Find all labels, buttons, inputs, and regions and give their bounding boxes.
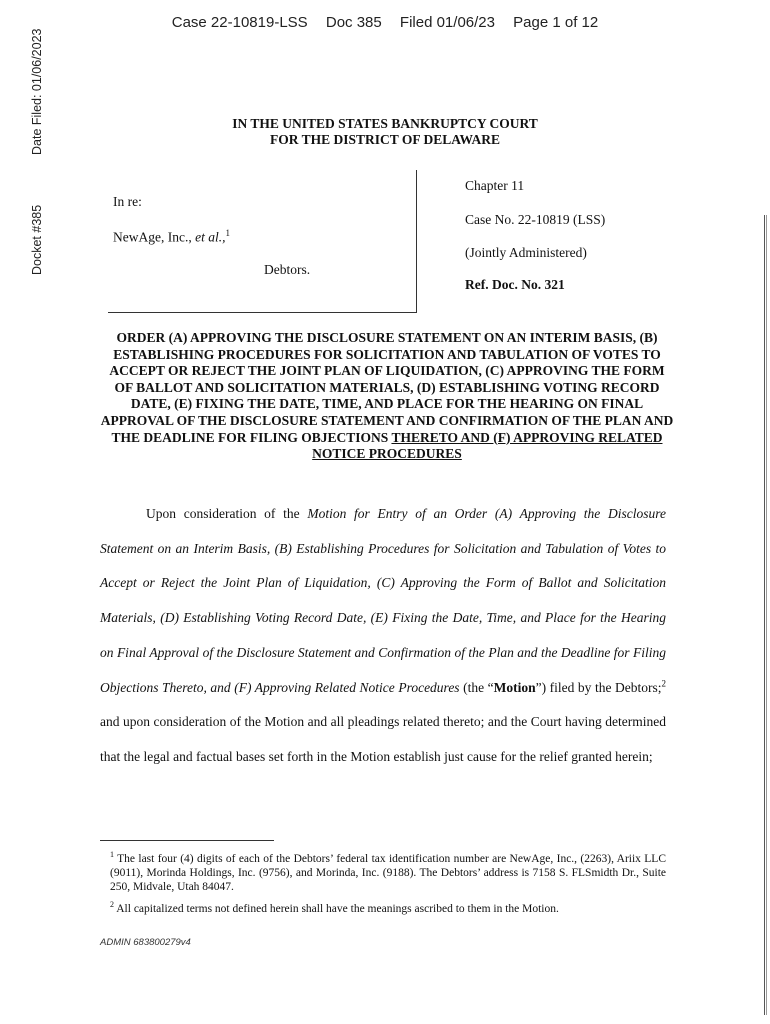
footnote-1: [110, 848, 666, 894]
debtors-label: Debtors.: [264, 262, 311, 277]
order-title-underlined: THERETO AND (F) APPROVING RELATED NOTICE PROCEDURES: [312, 429, 663, 462]
ref-doc: Ref. Doc. No. 321: [465, 277, 565, 292]
motion-title: Motion for Entry of an Order (A) Approving the Disclosure Statement on an Interim Basis, (B) Establishing Procedures for Solicitation and Tabulation of Votes to Accept or Reject the Joint Plan of Liquidation, (C) Approving the Form of Ballot and Solicitation Materials, (D) Establishing Voting Record Date, (E) Fixing the Date, Time, and Place for the Hearing on Final Approval of the Disclosure Statement and Confirmation of the Plan and the Deadline for Filing Objections Thereto, and (F) Approving Related Notice Procedures: [100, 506, 667, 695]
barcode: [764, 215, 767, 1015]
court-line-2: FOR THE DISTRICT OF DELAWARE: [269, 132, 501, 147]
defined-term: Motion: [493, 679, 536, 695]
court-name: [0, 116, 770, 148]
paren-open: (the “: [459, 679, 494, 695]
footnote-1-number: 1: [110, 850, 114, 859]
footnote-2: [110, 898, 666, 916]
paren-close: ”) filed by the Debtors;: [535, 679, 662, 695]
docket-stamp: Docket #385: [30, 204, 44, 275]
debtor-name: NewAge, Inc., et al.,$^1$: [113, 228, 230, 245]
footnote-ref-2: 2: [661, 678, 666, 689]
body-rest: and upon consideration of the Motion and all pleadings related thereto; and the Court having determined that the legal and factual bases set forth in the Motion establish just cause for the relief granted herein;: [100, 714, 666, 764]
jointly-administered: (Jointly Administered): [465, 245, 587, 260]
body-lead: Upon consideration of the: [146, 506, 308, 521]
case-number: Case 22-10819-LSS: [171, 14, 308, 31]
caption-left-box: [108, 170, 417, 313]
admin-code: ADMIN 683800279v4: [100, 937, 191, 948]
in-re-label: In re:: [113, 194, 142, 209]
case-no: Case No. 22-10819 (LSS): [465, 212, 606, 227]
date-filed-stamp: Date Filed: 01/06/2023: [30, 28, 44, 155]
footnote-divider: [100, 840, 274, 841]
filed-date: Filed 01/06/23: [399, 14, 495, 31]
order-title-main: ORDER (A) APPROVING THE DISCLOSURE STATEMENT ON AN INTERIM BASIS, (B) ESTABLISHING PROCEDURES FOR SOLICITATION AND TABULATION OF VOTES TO ACCEPT OR REJECT THE JOINT PLAN OF LIQUIDATION, (C) APPROVING THE FORM OF BALLOT AND SOLICITATION MATERIALS, (D) ESTABLISHING VOTING RECORD DATE, (E) FIXING THE DATE, TIME, AND PLACE FOR THE HEARING ON FINAL APPROVAL OF THE DISCLOSURE STATEMENT AND CONFIRMATION OF THE PLAN AND THE DEADLINE FOR FILING OBJECTIONS: [100, 330, 674, 445]
footnote-2-number: 2: [110, 900, 114, 909]
order-title: [100, 330, 674, 463]
court-line-1: IN THE UNITED STATES BANKRUPTCY COURT: [232, 116, 538, 131]
body-paragraph: [100, 497, 666, 775]
doc-number: Doc 385: [325, 14, 382, 31]
footnote-2-text: All capitalized terms not defined herein shall have the meanings ascribed to them in the Motion.: [116, 902, 559, 915]
footnote-1-text: The last four (4) digits of each of the Debtors’ federal tax identification number are NewAge, Inc., (2263), Ariix LLC (9011), Morinda Holdings, Inc. (9756), and Morinda, Inc. (9188). The Debtors’ address is 7158 S. FLSmidth Dr., Suite 250, Midvale, Utah 84047.: [110, 852, 667, 894]
case-header: [0, 14, 770, 31]
chapter: Chapter 11: [465, 178, 525, 193]
page-indicator: Page 1 of 12: [513, 14, 599, 31]
